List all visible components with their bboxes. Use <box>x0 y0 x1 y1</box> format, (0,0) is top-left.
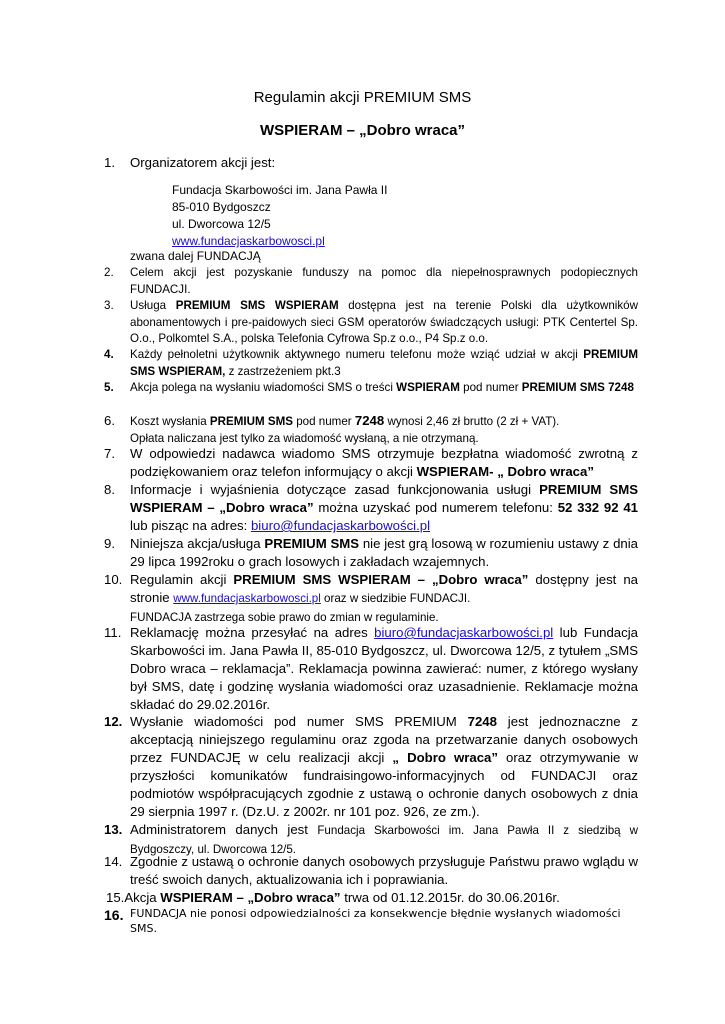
address-line-1: Fundacja Skarbowości im. Jana Pawła II <box>172 183 388 197</box>
list-item-10: 10. Regulamin akcji PREMIUM SMS WSPIERAM – „Dobro wraca” dostępny jest na stronie www.fundacjaskarbowosci.pl oraz w siedzibie FUNDACJI. FUNDACJA zastrzega sobie prawo do zmian w regulaminie. <box>104 572 638 624</box>
zwana-dalej-text: zwana dalej FUNDACJĄ <box>130 249 261 263</box>
list-item-7: 7. W odpowiedzi nadawca wiadomo SMS otrzymuje bezpłatna wiadomość zwrotną z podziękowaniem oraz telefon informujący o akcji WSPIERAM- „ Dobro wraca” <box>104 446 638 479</box>
website-link-2[interactable]: www.fundacjaskarbowosci.pl <box>173 592 321 605</box>
list-item-9: 9. Niniejsza akcja/usługa PREMIUM SMS nie jest grą losową w rozumieniu ustawy z dnia 29 lipca 1992roku o grach losowych i zakładach wzajemnych. <box>104 536 638 569</box>
address-line-3: ul. Dworcowa 12/5 <box>172 217 271 231</box>
website-link[interactable]: www.fundacjaskarbowosci.pl <box>172 234 325 248</box>
address-line-2: 85-010 Bydgoszcz <box>172 200 271 214</box>
list-item-5: 5. Akcja polega na wysłaniu wiadomości SMS o treści WSPIERAM pod numer PREMIUM SMS 7248 <box>104 381 634 394</box>
list-item-16: 16. FUNDACJA nie ponosi odpowiedzialności za konsekwencje błędnie wysłanych wiadomości SMS. <box>104 907 621 935</box>
email-link[interactable]: biuro@fundacjaskarbowości.pl <box>250 518 431 533</box>
list-item-8: 8. Informacje i wyjaśnienia dotyczące zasad funkcjonowania usługi PREMIUM SMS WSPIERAM – „Dobro wraca” można uzyskać pod numerem telefonu: 52 332 92 41 lub pisząc na adres: biuro@fundacjaskarbowości.pl <box>104 482 638 533</box>
list-item-15: 15.Akcja WSPIERAM – „Dobro wraca” trwa od 01.12.2015r. do 30.06.2016r. <box>106 890 560 905</box>
list-item-1: 1. Organizatorem akcji jest: <box>104 155 276 170</box>
document-subtitle: WSPIERAM – „Dobro wraca” <box>259 122 466 139</box>
list-item-11: 11. Reklamację można przesyłać na adres biuro@fundacjaskarbowości.pl lub Fundacja Skarbowości im. Jana Pawła II, 85-010 Bydgoszcz, ul. Dworcowa 12/5, z tytułem „SMS Dobro wraca – reklamacja”. Reklamacja powinna zawierać: numer, z którego wysłany był SMS, datę i godzinę wysłania wiadomości oraz uzasadnienie. Reklamacje można składać do 29.02.2016r. <box>104 625 638 712</box>
list-item-12: 12. Wysłanie wiadomości pod numer SMS PREMIUM 7248 jest jednoznaczne z akceptacją niniejszego regulaminu oraz zgoda na przetwarzanie danych osobowych przez FUNDACJĘ w celu realizacji akcji „ Dobro wraca” oraz otrzymywanie w przyszłości komunikatów fundraisingowo-informacyjnych od FUNDACJI oraz podmiotów współpracujących zgodnie z ustawą o ochronie danych osobowych z dnia 29 sierpnia 1997 r. (Dz.U. z 2002r. nr 101 poz. 926, ze zm.). <box>104 714 638 819</box>
list-item-13: 13. Administratorem danych jest Fundacja Skarbowości im. Jana Pawła II z siedzibą w Bydgoszczy, ul. Dworcowa 12/5. <box>104 822 638 856</box>
list-item-6: 6. Koszt wysłania PREMIUM SMS pod numer 7248 wynosi 2,46 zł brutto (2 zł + VAT). Opłata naliczana jest tylko za wiadomość wysłaną, a nie otrzymaną. <box>104 413 560 445</box>
email-link-2[interactable]: biuro@fundacjaskarbowości.pl <box>374 625 554 640</box>
document-title: Regulamin akcji PREMIUM SMS <box>253 89 472 106</box>
list-item-4: 4. Każdy pełnoletni użytkownik aktywnego numeru telefonu może wziąć udział w akcji PREMIUM SMS WSPIERAM, z zastrzeżeniem pkt.3 <box>104 348 638 378</box>
list-item-14: 14. Zgodnie z ustawą o ochronie danych osobowych przysługuje Państwu prawo wglądu w treść swoich danych, aktualizowania ich i poprawiania. <box>104 854 638 887</box>
list-item-3: 3. Usługa PREMIUM SMS WSPIERAM dostępna jest na terenie Polski dla użytkowników abonamentowych i pre-paidowych sieci GSM operatorów świadczących usługi: PTK Centertel Sp. O.o., Polkomtel S.A., polska Telefonia Cyfrowa Sp.z o.o., P4 Sp.z o.o. <box>104 299 638 345</box>
organizer-address <box>172 182 387 250</box>
list-item-2: 2. Celem akcji jest pozyskanie funduszy na pomoc dla niepełnosprawnych podopiecznych FUNDACJI. <box>104 266 638 296</box>
